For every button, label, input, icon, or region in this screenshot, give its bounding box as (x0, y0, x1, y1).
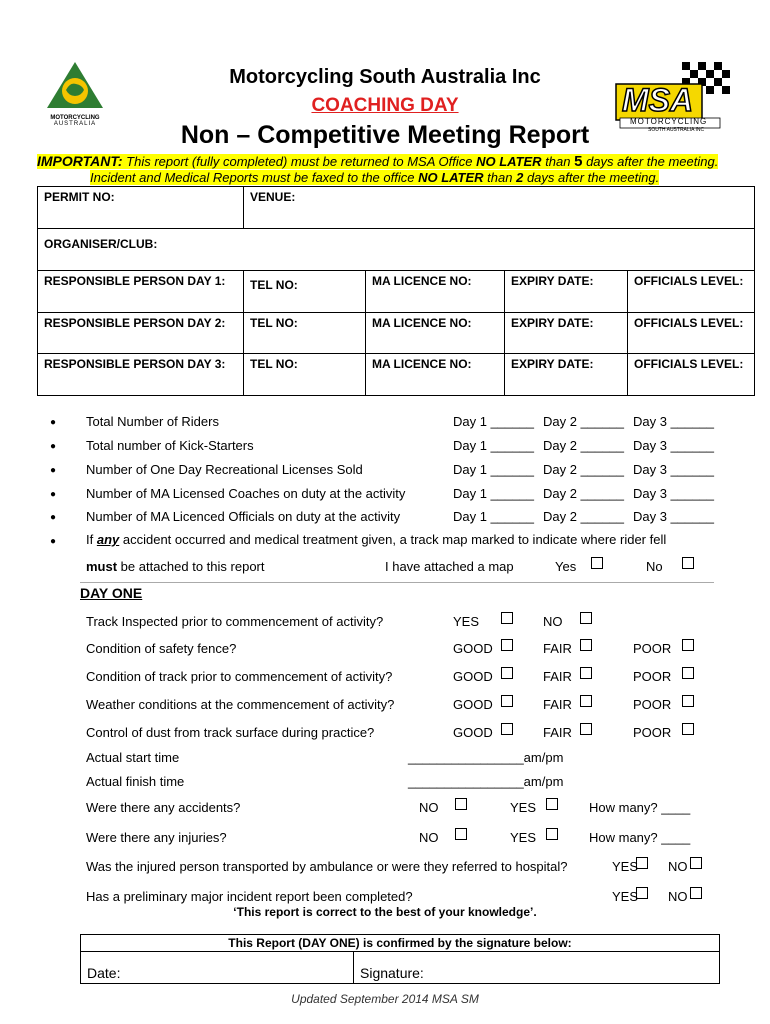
permit-label: PERMIT NO: (44, 190, 115, 204)
signature-table (80, 934, 720, 984)
notice-bold: NO LATER (476, 154, 542, 169)
responsible-person-label: RESPONSIBLE PERSON DAY 2: (44, 316, 226, 330)
day2-field[interactable]: Day 2 ______ (543, 414, 624, 429)
expiry-label: EXPIRY DATE: (511, 316, 594, 330)
how-many-field[interactable]: How many? ____ (589, 800, 691, 815)
bullet-icon: ● (50, 536, 57, 547)
signature-label: Signature: (360, 965, 424, 981)
fair-label: FAIR (543, 725, 572, 740)
tel-label: TEL NO: (250, 278, 298, 292)
text: If (86, 532, 97, 547)
correctness-statement: ‘This report is correct to the best of your knowledge’. (233, 905, 537, 919)
day3-field[interactable]: Day 3 ______ (633, 486, 714, 501)
expiry-cell[interactable] (505, 271, 628, 313)
msa-logo-sub: MOTORCYCLING (630, 117, 708, 126)
start-time-field[interactable]: ________________am/pm (408, 750, 564, 765)
yes-label: YES (612, 859, 639, 874)
yes-label: YES (510, 830, 537, 845)
count-item: Number of MA Licenced Officials on duty at the activity (86, 509, 401, 524)
notice-days: 2 (516, 170, 524, 185)
good-checkbox[interactable] (501, 695, 513, 707)
licence-label: MA LICENCE NO: (372, 357, 472, 371)
no-label: NO (668, 859, 688, 874)
day3-field[interactable]: Day 3 ______ (633, 414, 714, 429)
msa-logo-sub2: SOUTH AUSTRALIA INC (648, 127, 705, 133)
officials-label: OFFICIALS LEVEL: (634, 274, 744, 288)
yes-label: YES (612, 889, 639, 904)
condition-question: Weather conditions at the commencement of activity? (86, 697, 395, 712)
accidents-question: Were there any accidents? (86, 800, 241, 815)
poor-checkbox[interactable] (682, 723, 694, 735)
yes-checkbox[interactable] (501, 612, 513, 624)
fair-label: FAIR (543, 697, 572, 712)
msa-logo-text: MSA (622, 82, 694, 118)
important-notice-line2 (90, 170, 659, 185)
officials-cell[interactable] (628, 313, 755, 354)
count-item: Total number of Kick-Starters (86, 438, 254, 453)
incident-report-question: Has a preliminary major incident report been completed? (86, 889, 413, 904)
poor-checkbox[interactable] (682, 667, 694, 679)
condition-question: Condition of track prior to commencement of activity? (86, 669, 393, 684)
good-label: GOOD (453, 669, 493, 684)
venue-label: VENUE: (250, 190, 296, 204)
officials-cell[interactable] (628, 354, 755, 396)
map-no-checkbox[interactable] (682, 557, 694, 569)
poor-label: POOR (633, 641, 672, 656)
text-must: must (86, 559, 118, 574)
licence-label: MA LICENCE NO: (372, 274, 472, 288)
yes-checkbox[interactable] (636, 887, 648, 899)
notice-text: Incident and Medical Reports must be faxed to the office (90, 170, 419, 185)
accident-map-instruction-2 (86, 559, 265, 574)
day2-field[interactable]: Day 2 ______ (543, 462, 624, 477)
fair-checkbox[interactable] (580, 667, 592, 679)
tel-label: TEL NO: (250, 316, 298, 330)
good-checkbox[interactable] (501, 639, 513, 651)
text: be attached to this report (117, 559, 265, 574)
venue-cell[interactable] (244, 187, 755, 229)
signature-field[interactable] (354, 952, 720, 984)
yes-label: YES (510, 800, 537, 815)
expiry-cell[interactable] (505, 313, 628, 354)
no-label: NO (419, 800, 439, 815)
bullet-icon: ● (50, 489, 57, 500)
no-checkbox[interactable] (455, 828, 467, 840)
count-item: Number of MA Licensed Coaches on duty at the activity (86, 486, 406, 501)
tel-cell[interactable] (244, 271, 366, 313)
notice-text: days after the meeting. (523, 170, 660, 185)
accident-map-instruction (86, 532, 666, 547)
count-item: Number of One Day Recreational Licenses Sold (86, 462, 363, 477)
bullet-icon: ● (50, 465, 57, 476)
yes-checkbox[interactable] (546, 828, 558, 840)
logo-text-line2: AUSTRALIA (53, 121, 97, 127)
ambulance-question: Was the injured person transported by ambulance or were they referred to hospital? (86, 859, 568, 874)
fair-checkbox[interactable] (580, 695, 592, 707)
good-label: GOOD (453, 725, 493, 740)
good-checkbox[interactable] (501, 667, 513, 679)
important-notice-line1 (37, 153, 718, 170)
responsible-person-cell[interactable] (38, 313, 244, 354)
day1-field[interactable]: Day 1 ______ (453, 509, 534, 524)
day3-field[interactable]: Day 3 ______ (633, 509, 714, 524)
tel-cell[interactable] (244, 313, 366, 354)
divider (80, 582, 714, 583)
permit-cell[interactable] (38, 187, 244, 229)
no-checkbox[interactable] (690, 887, 702, 899)
text: accident occurred and medical treatment given, a track map marked to indicate where rider fell (119, 532, 667, 547)
day1-field[interactable]: Day 1 ______ (453, 438, 534, 453)
report-title: Non – Competitive Meeting Report (180, 121, 590, 149)
day1-field[interactable]: Day 1 ______ (453, 414, 534, 429)
notice-text: than (541, 154, 575, 169)
signature-confirm-cell (81, 935, 720, 952)
notice-text: than (483, 170, 517, 185)
date-label: Date: (87, 965, 121, 981)
count-item: Total Number of Riders (86, 414, 219, 429)
day2-field[interactable]: Day 2 ______ (543, 486, 624, 501)
poor-label: POOR (633, 725, 672, 740)
licence-cell[interactable] (366, 354, 505, 396)
day2-field[interactable]: Day 2 ______ (543, 509, 624, 524)
responsible-person-cell[interactable] (38, 354, 244, 396)
day3-field[interactable]: Day 3 ______ (633, 438, 714, 453)
coaching-day-subtitle: COACHING DAY (311, 95, 459, 116)
important-label: IMPORTANT: (37, 153, 123, 169)
notice-days: 5 (574, 153, 583, 170)
responsible-person-label: RESPONSIBLE PERSON DAY 1: (44, 274, 226, 288)
expiry-cell[interactable] (505, 354, 628, 396)
map-no-label: No (646, 559, 663, 574)
responsible-person-cell[interactable] (38, 271, 244, 313)
no-label: NO (419, 830, 439, 845)
meeting-info-table (37, 186, 755, 396)
day3-field[interactable]: Day 3 ______ (633, 462, 714, 477)
notice-text: days after the meeting. (582, 154, 719, 169)
map-yes-label: Yes (555, 559, 577, 574)
map-attached-label: I have attached a map (385, 559, 514, 574)
day2-field[interactable]: Day 2 ______ (543, 438, 624, 453)
yes-label: YES (453, 614, 480, 629)
day1-field[interactable]: Day 1 ______ (453, 462, 534, 477)
good-label: GOOD (453, 641, 493, 656)
fair-checkbox[interactable] (580, 639, 592, 651)
officials-label: OFFICIALS LEVEL: (634, 357, 744, 371)
text-any: any (96, 532, 120, 547)
tel-cell[interactable] (244, 354, 366, 396)
expiry-label: EXPIRY DATE: (511, 274, 594, 288)
track-inspected-question: Track Inspected prior to commencement of activity? (86, 614, 384, 629)
responsible-person-label: RESPONSIBLE PERSON DAY 3: (44, 357, 226, 371)
injuries-question: Were there any injuries? (86, 830, 227, 845)
org-title: Motorcycling South Australia Inc (229, 66, 541, 88)
start-time-label: Actual start time (86, 750, 180, 765)
how-many-field[interactable]: How many? ____ (589, 830, 691, 845)
notice-bold: NO LATER (418, 170, 484, 185)
bullet-icon: ● (50, 512, 57, 523)
no-checkbox[interactable] (580, 612, 592, 624)
good-checkbox[interactable] (501, 723, 513, 735)
poor-label: POOR (633, 669, 672, 684)
day1-field[interactable]: Day 1 ______ (453, 486, 534, 501)
officials-cell[interactable] (628, 271, 755, 313)
finish-time-field[interactable]: ________________am/pm (408, 774, 564, 789)
tel-label: TEL NO: (250, 357, 298, 371)
fair-label: FAIR (543, 641, 572, 656)
yes-checkbox[interactable] (636, 857, 648, 869)
signature-confirm-text: This Report (DAY ONE) is confirmed by the signature below: (228, 936, 572, 950)
licence-cell[interactable] (366, 271, 505, 313)
date-field[interactable] (81, 952, 354, 984)
expiry-label: EXPIRY DATE: (511, 357, 594, 371)
good-label: GOOD (453, 697, 493, 712)
map-yes-checkbox[interactable] (591, 557, 603, 569)
finish-time-label: Actual finish time (86, 774, 185, 789)
licence-label: MA LICENCE NO: (372, 316, 472, 330)
fair-label: FAIR (543, 669, 572, 684)
organiser-label: ORGANISER/CLUB: (44, 237, 158, 251)
officials-label: OFFICIALS LEVEL: (634, 316, 744, 330)
footer-updated: Updated September 2014 MSA SM (291, 992, 479, 1006)
no-label: NO (668, 889, 688, 904)
poor-label: POOR (633, 697, 672, 712)
no-label: NO (543, 614, 563, 629)
logo-text-line1: MOTORCYCLING (50, 115, 100, 121)
bullet-icon: ● (50, 417, 57, 428)
bullet-icon: ● (50, 441, 57, 452)
poor-checkbox[interactable] (682, 695, 694, 707)
day-one-heading: DAY ONE (80, 585, 143, 601)
organiser-cell[interactable] (38, 229, 755, 271)
no-checkbox[interactable] (690, 857, 702, 869)
poor-checkbox[interactable] (682, 639, 694, 651)
licence-cell[interactable] (366, 313, 505, 354)
yes-checkbox[interactable] (546, 798, 558, 810)
notice-text: This report (fully completed) must be returned to MSA Office (122, 154, 477, 169)
condition-question: Condition of safety fence? (86, 641, 237, 656)
fair-checkbox[interactable] (580, 723, 592, 735)
condition-question: Control of dust from track surface during practice? (86, 725, 375, 740)
no-checkbox[interactable] (455, 798, 467, 810)
